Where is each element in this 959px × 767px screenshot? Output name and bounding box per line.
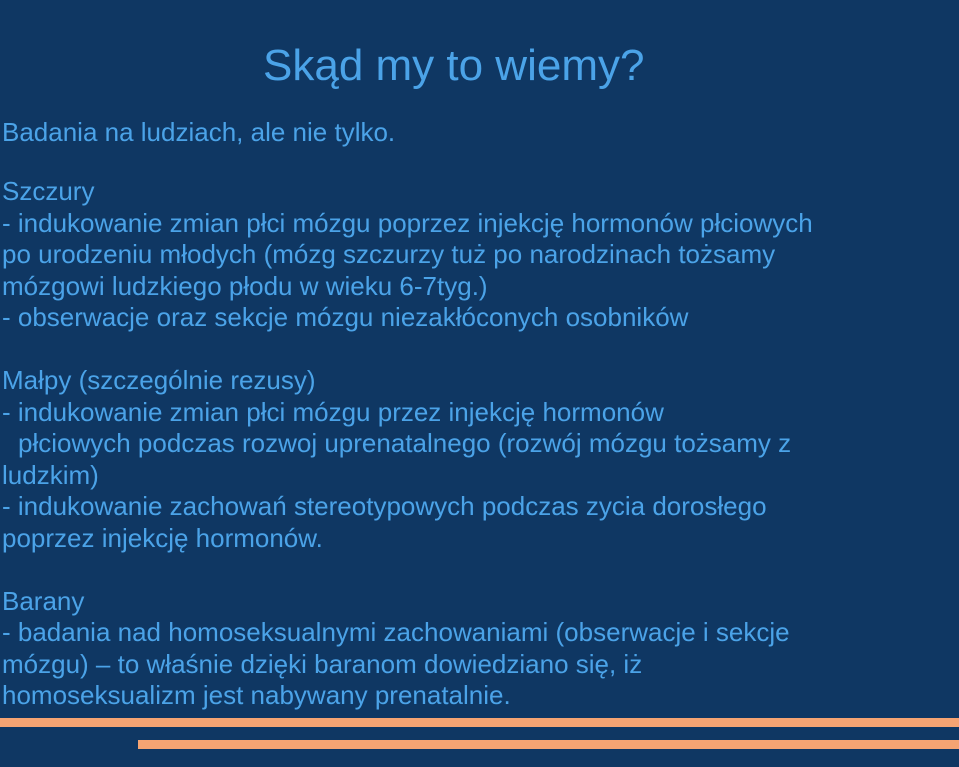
sheep-line-2: mózgu) – to właśnie dzięki baranom dowiedziano się, iż [2,648,643,679]
decorative-stripe-top [0,718,959,727]
rats-line-1: - indukowanie zmian płci mózgu poprzez injekcję hormonów płciowych [2,207,813,238]
monkeys-line-3: ludzkim) [2,459,99,490]
slide-body [2,176,952,712]
section-spacer [2,334,952,366]
section-heading-sheep: Barany [2,585,85,616]
slide-subtitle: Badania na ludziach, ale nie tylko. [2,117,396,147]
decorative-stripe-bottom [138,740,959,749]
sheep-line-3: homoseksualizm jest nabywany prenatalnie. [2,680,511,710]
slide-title: Skąd my to wiemy? [263,41,645,90]
section-heading-monkeys: Małpy (szczególnie rezusy) [2,365,316,395]
rats-line-4: - obserwacje oraz sekcje mózgu niezakłóconych osobników [2,302,689,332]
rats-line-2: po urodzeniu młodych (mózg szczurzy tuż po narodzinach tożsamy [2,239,776,269]
monkeys-line-5: poprzez injekcję hormonów. [2,522,323,553]
monkeys-line-4: - indukowanie zachowań stereotypowych podczas zycia dorosłego [2,491,767,521]
section-heading-rats: Szczury [2,176,95,206]
sheep-line-1: - badania nad homoseksualnymi zachowaniami (obserwacje i sekcje [2,617,790,647]
monkeys-line-1: - indukowanie zmian płci mózgu przez injekcję hormonów [2,396,664,427]
monkeys-line-2: płciowych podczas rozwoj uprenatalnego (rozwój mózgu tożsamy z [18,428,792,458]
rats-line-3: mózgowi ludzkiego płodu w wieku 6-7tyg.) [2,270,488,301]
section-spacer [2,554,952,586]
